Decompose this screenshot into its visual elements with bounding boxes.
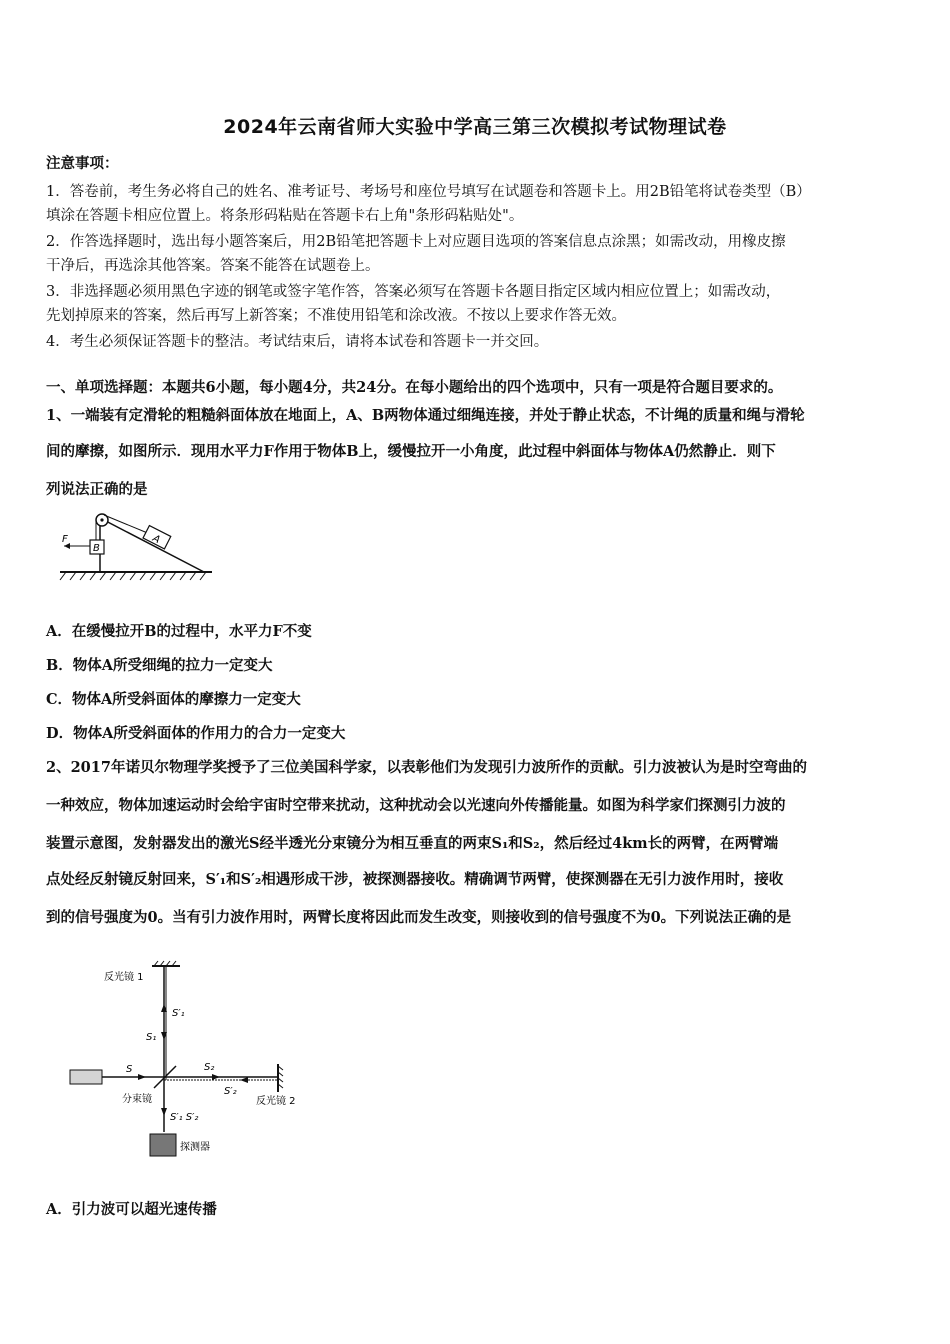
q1-option-a[interactable]: A．在缓慢拉开B的过程中，水平力F不变: [46, 623, 312, 640]
notice-line: 3．非选择题必须用黑色字迹的钢笔或签字笔作答，答案必须写在答题卡各题目指定区域内相应位置上；如需改动，: [46, 284, 781, 300]
mirror1-label: 反光镜 1: [104, 972, 144, 983]
notice-line: 干净后，再选涂其他答案。答案不能答在试题卷上。: [46, 258, 380, 274]
s2-label: S₂: [204, 1062, 215, 1073]
detector-label: 探测器: [180, 1142, 210, 1153]
incline-pulley-figure: [56, 508, 216, 584]
s1p-label: S′₁: [172, 1008, 185, 1019]
q2-stem-line: 到的信号强度为0。当有引力波作用时，两臂长度将因此而发生改变，则接收到的信号强度不为0。下列说法正确的是: [46, 909, 792, 926]
notice-line: 先划掉原来的答案，然后再写上新答案；不准使用铅笔和涂改液。不按以上要求作答无效。: [46, 308, 626, 324]
s2p-label: S′₂: [224, 1086, 237, 1097]
q2-stem-line: 一种效应，物体加速运动时会给宇宙时空带来扰动，这种扰动会以光速向外传播能量。如图为科学家们探测引力波的: [46, 797, 786, 814]
q1-stem-line: 间的摩擦，如图所示．现用水平力F作用于物体B上，缓慢拉开一小角度，此过程中斜面体与物体A仍然静止．则下: [46, 443, 776, 460]
q1-stem-line: 1、一端装有定滑轮的粗糙斜面体放在地面上，A、B两物体通过细绳连接，并处于静止状态，不计绳的质量和绳与滑轮: [46, 407, 805, 424]
s-label: S: [126, 1064, 133, 1075]
notice-line: 填涂在答题卡相应位置上。将条形码粘贴在答题卡右上角"条形码粘贴处"。: [46, 208, 524, 224]
section-heading: 一、单项选择题：本题共6小题，每小题4分，共24分。在每小题给出的四个选项中，只有一项是符合题目要求的。: [46, 379, 783, 396]
label-f: F: [62, 534, 68, 545]
notice-line: 1．答卷前，考生务必将自己的姓名、准考证号、考场号和座位号填写在试题卷和答题卡上。用2B铅笔将试卷类型（B）: [46, 184, 811, 200]
label-a: A: [150, 533, 162, 547]
q1-stem-line: 列说法正确的是: [46, 481, 148, 498]
q1-option-c[interactable]: C．物体A所受斜面体的摩擦力一定变大: [46, 691, 301, 708]
interferometer-figure: [60, 956, 320, 1162]
q2-stem-line: 点处经反射镜反射回来，S′₁和S′₂相遇形成干涉，被探测器接收。精确调节两臂，使探测器在无引力波作用时，接收: [46, 871, 784, 888]
label-b: B: [93, 543, 100, 554]
q1-option-d[interactable]: D．物体A所受斜面体的作用力的合力一定变大: [46, 725, 346, 742]
mirror2-label: 反光镜 2: [256, 1096, 296, 1107]
q2-stem-line: 装置示意图，发射器发出的激光S经半透光分束镜分为相互垂直的两束S₁和S₂，然后经过4km长的两臂，在两臂端: [46, 835, 779, 852]
s1-label: S₁: [146, 1032, 157, 1043]
page-title: 2024年云南省师大实验中学高三第三次模拟考试物理试卷: [223, 116, 727, 138]
splitter-label: 分束镜: [122, 1094, 152, 1105]
notice-line: 2．作答选择题时，选出每小题答案后，用2B铅笔把答题卡上对应题目选项的答案信息点涂黑；如需改动，用橡皮擦: [46, 234, 786, 250]
notice-heading: 注意事项：: [46, 155, 119, 172]
q2-stem-line: 2、2017年诺贝尔物理学奖授予了三位美国科学家，以表彰他们为发现引力波所作的贡献。引力波被认为是时空弯曲的: [46, 759, 807, 776]
q1-option-b[interactable]: B．物体A所受细绳的拉力一定变大: [46, 657, 273, 674]
s-out-label: S′₁ S′₂: [170, 1112, 199, 1123]
q2-option-a[interactable]: A．引力波可以超光速传播: [46, 1201, 217, 1218]
notice-line: 4．考生必须保证答题卡的整洁。考试结束后，请将本试卷和答题卡一并交回。: [46, 334, 549, 350]
